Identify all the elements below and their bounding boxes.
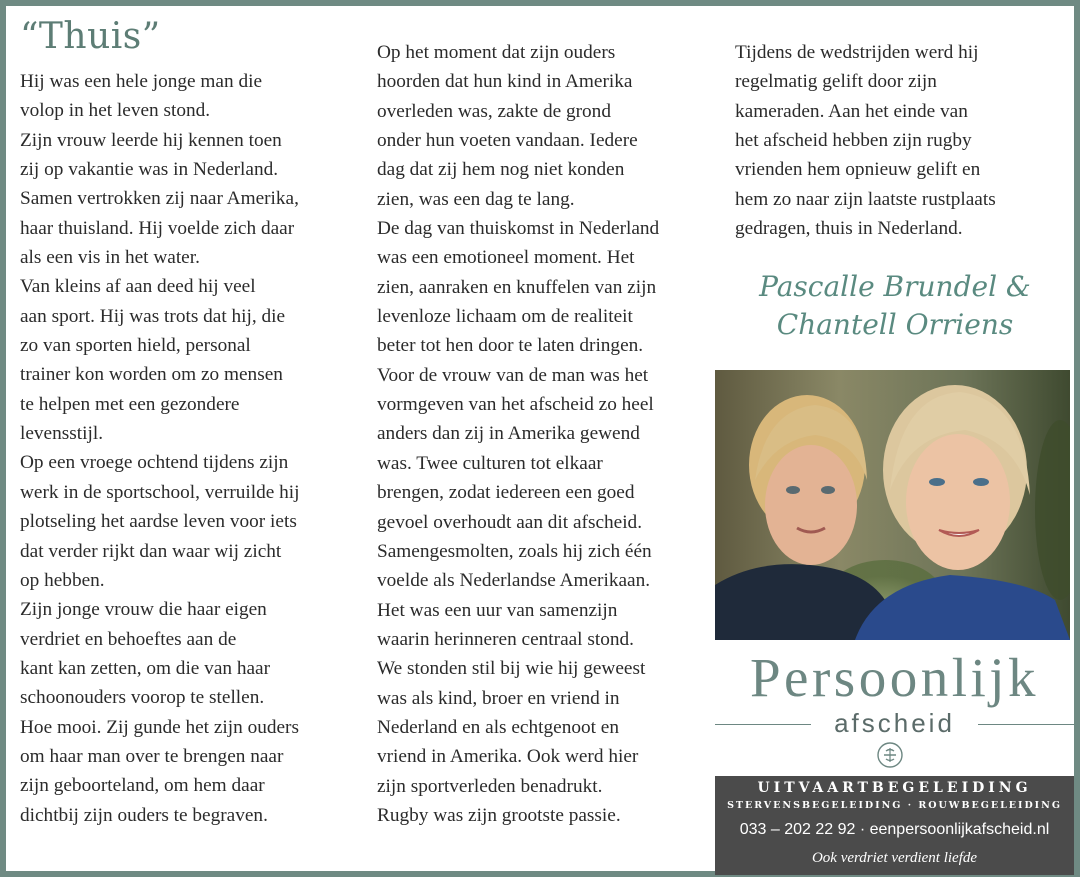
article-line: als een vis in het water. — [20, 247, 200, 269]
article-line: Hij was een hele jonge man die — [20, 71, 263, 92]
article-line: zij op vakantie was in Nederland. — [20, 159, 279, 181]
article-line: regelmatig gelift door zijn — [735, 71, 937, 93]
article-line: Van kleins af aan deed hij veel — [20, 276, 256, 298]
article-line: kant kan zetten, om die van haar — [20, 657, 271, 679]
article-line: om haar man over te brengen naar — [20, 745, 284, 767]
article-line: Zijn vrouw leerde hij kennen toen — [20, 129, 282, 151]
brand-rule-right — [978, 724, 1074, 725]
article-line: dat verder rijkt dan waar wij zicht — [20, 540, 282, 562]
article-line: aan sport. Hij was trots dat hij, die — [20, 305, 286, 327]
article-line: voelde als Nederlandse Amerikaan. — [377, 570, 651, 592]
signature-line-2: Chantell Orriens — [776, 308, 1014, 341]
article-line: vriend in Amerika. Ook werd hier — [377, 746, 639, 768]
service-main: UITVAARTBEGELEIDING — [757, 780, 1032, 796]
article-column-3 — [735, 38, 1070, 243]
article-line: vormgeven van het afscheid zo heel — [377, 394, 654, 416]
brand-subtitle: afscheid — [834, 708, 955, 738]
signature — [716, 268, 1074, 344]
article-column-2 — [377, 38, 727, 830]
article-line: zijn geboorteland, om hem daar — [20, 775, 265, 797]
article-line: levensstijl. — [20, 423, 104, 445]
article-line: het afscheid hebben zijn rugby — [735, 130, 972, 152]
article-title: “Thuis” — [20, 16, 161, 57]
article-line: zien, was een dag te lang. — [377, 188, 575, 210]
article-line: was. Twee culturen tot elkaar — [377, 452, 603, 474]
article-line: vrienden hem opnieuw gelift en — [735, 159, 981, 181]
article-line: Samen vertrokken zij naar Amerika, — [20, 188, 299, 210]
article-line: Rugby was zijn grootste passie. — [377, 804, 621, 826]
article-line: haar thuisland. Hij voelde zich daar — [20, 217, 295, 239]
portrait-photo — [715, 370, 1070, 640]
service-sub: STERVENSBEGELEIDING · ROUWBEGELEIDING — [727, 800, 1062, 811]
article-line: was als kind, broer en vriend in — [377, 687, 620, 709]
article-line: Het was een uur van samenzijn — [377, 599, 618, 621]
article-line: waarin herinneren centraal stond. — [377, 628, 634, 650]
advertorial-page — [6, 6, 1074, 871]
portrait-photo-image — [715, 370, 1070, 640]
article-column-1 — [20, 67, 366, 830]
article-line: Tijdens de wedstrijden werd hij — [735, 42, 979, 63]
article-line: op hebben. — [20, 569, 105, 591]
article-line: werk in de sportschool, verruilde hij — [20, 481, 300, 503]
article-line: onder hun voeten vandaan. Iedere — [377, 130, 638, 152]
ep-monogram-icon — [875, 740, 905, 770]
article-line: Zijn jonge vrouw die haar eigen — [20, 599, 267, 621]
signature-line-1: Pascalle Brundel & — [759, 270, 1031, 303]
article-line: dichtbij zijn ouders te begraven. — [20, 804, 268, 826]
article-line: volop in het leven stond. — [20, 100, 211, 122]
article-line: was een emotioneel moment. Het — [377, 247, 635, 269]
article-line: kameraden. Aan het einde van — [735, 100, 968, 122]
brand-subtitle-row — [715, 708, 1074, 738]
article-line: Op een vroege ochtend tijdens zijn — [20, 452, 289, 474]
article-line: Hoe mooi. Zij gunde het zijn ouders — [20, 716, 299, 738]
article-line: te helpen met een gezondere — [20, 393, 240, 415]
article-line: zijn sportverleden benadrukt. — [377, 775, 603, 797]
article-line: schoonouders voorop te stellen. — [20, 687, 265, 709]
article-line: trainer kon worden om zo mensen — [20, 364, 283, 386]
article-line: beter tot hen door te laten dringen. — [377, 335, 644, 357]
article-line: hem zo naar zijn laatste rustplaats — [735, 188, 996, 210]
article-line: Samengesmolten, zoals hij zich één — [377, 540, 652, 562]
article-line: plotseling het aardse leven voor iets — [20, 511, 297, 533]
article-line: gevoel overhoudt aan dit afscheid. — [377, 511, 643, 533]
article-line: zien, aanraken en knuffelen van zijn — [377, 276, 657, 298]
article-line: Nederland en als echtgenoot en — [377, 716, 619, 738]
article-line: verdriet en behoeftes aan de — [20, 628, 237, 650]
article-line: Voor de vrouw van de man was het — [377, 364, 649, 386]
article-line: We stonden stil bij wie hij geweest — [377, 658, 646, 680]
article-line: De dag van thuiskomst in Nederland — [377, 218, 660, 240]
brand-name: Persoonlijk — [749, 647, 1040, 708]
article-line: levenloze lichaam om de realiteit — [377, 306, 633, 328]
tagline: Ook verdriet verdient liefde — [811, 850, 978, 866]
article-line: overleden was, zakte de grond — [377, 100, 611, 122]
article-line: hoorden dat hun kind in Amerika — [377, 71, 633, 93]
article-line: Op het moment dat zijn ouders — [377, 42, 616, 63]
brand-block — [715, 640, 1074, 876]
article-line: brengen, zodat iedereen een goed — [377, 482, 635, 504]
contact-box — [715, 776, 1074, 875]
contact-line: 033 – 202 22 92 · eenpersoonlijkafscheid.nl — [739, 821, 1050, 838]
article-line: anders dan zij in Amerika gewend — [377, 423, 640, 445]
article-line: gedragen, thuis in Nederland. — [735, 218, 963, 240]
article-line: dag dat zij hem nog niet konden — [377, 159, 625, 181]
article-line: zo van sporten hield, personal — [20, 335, 251, 357]
